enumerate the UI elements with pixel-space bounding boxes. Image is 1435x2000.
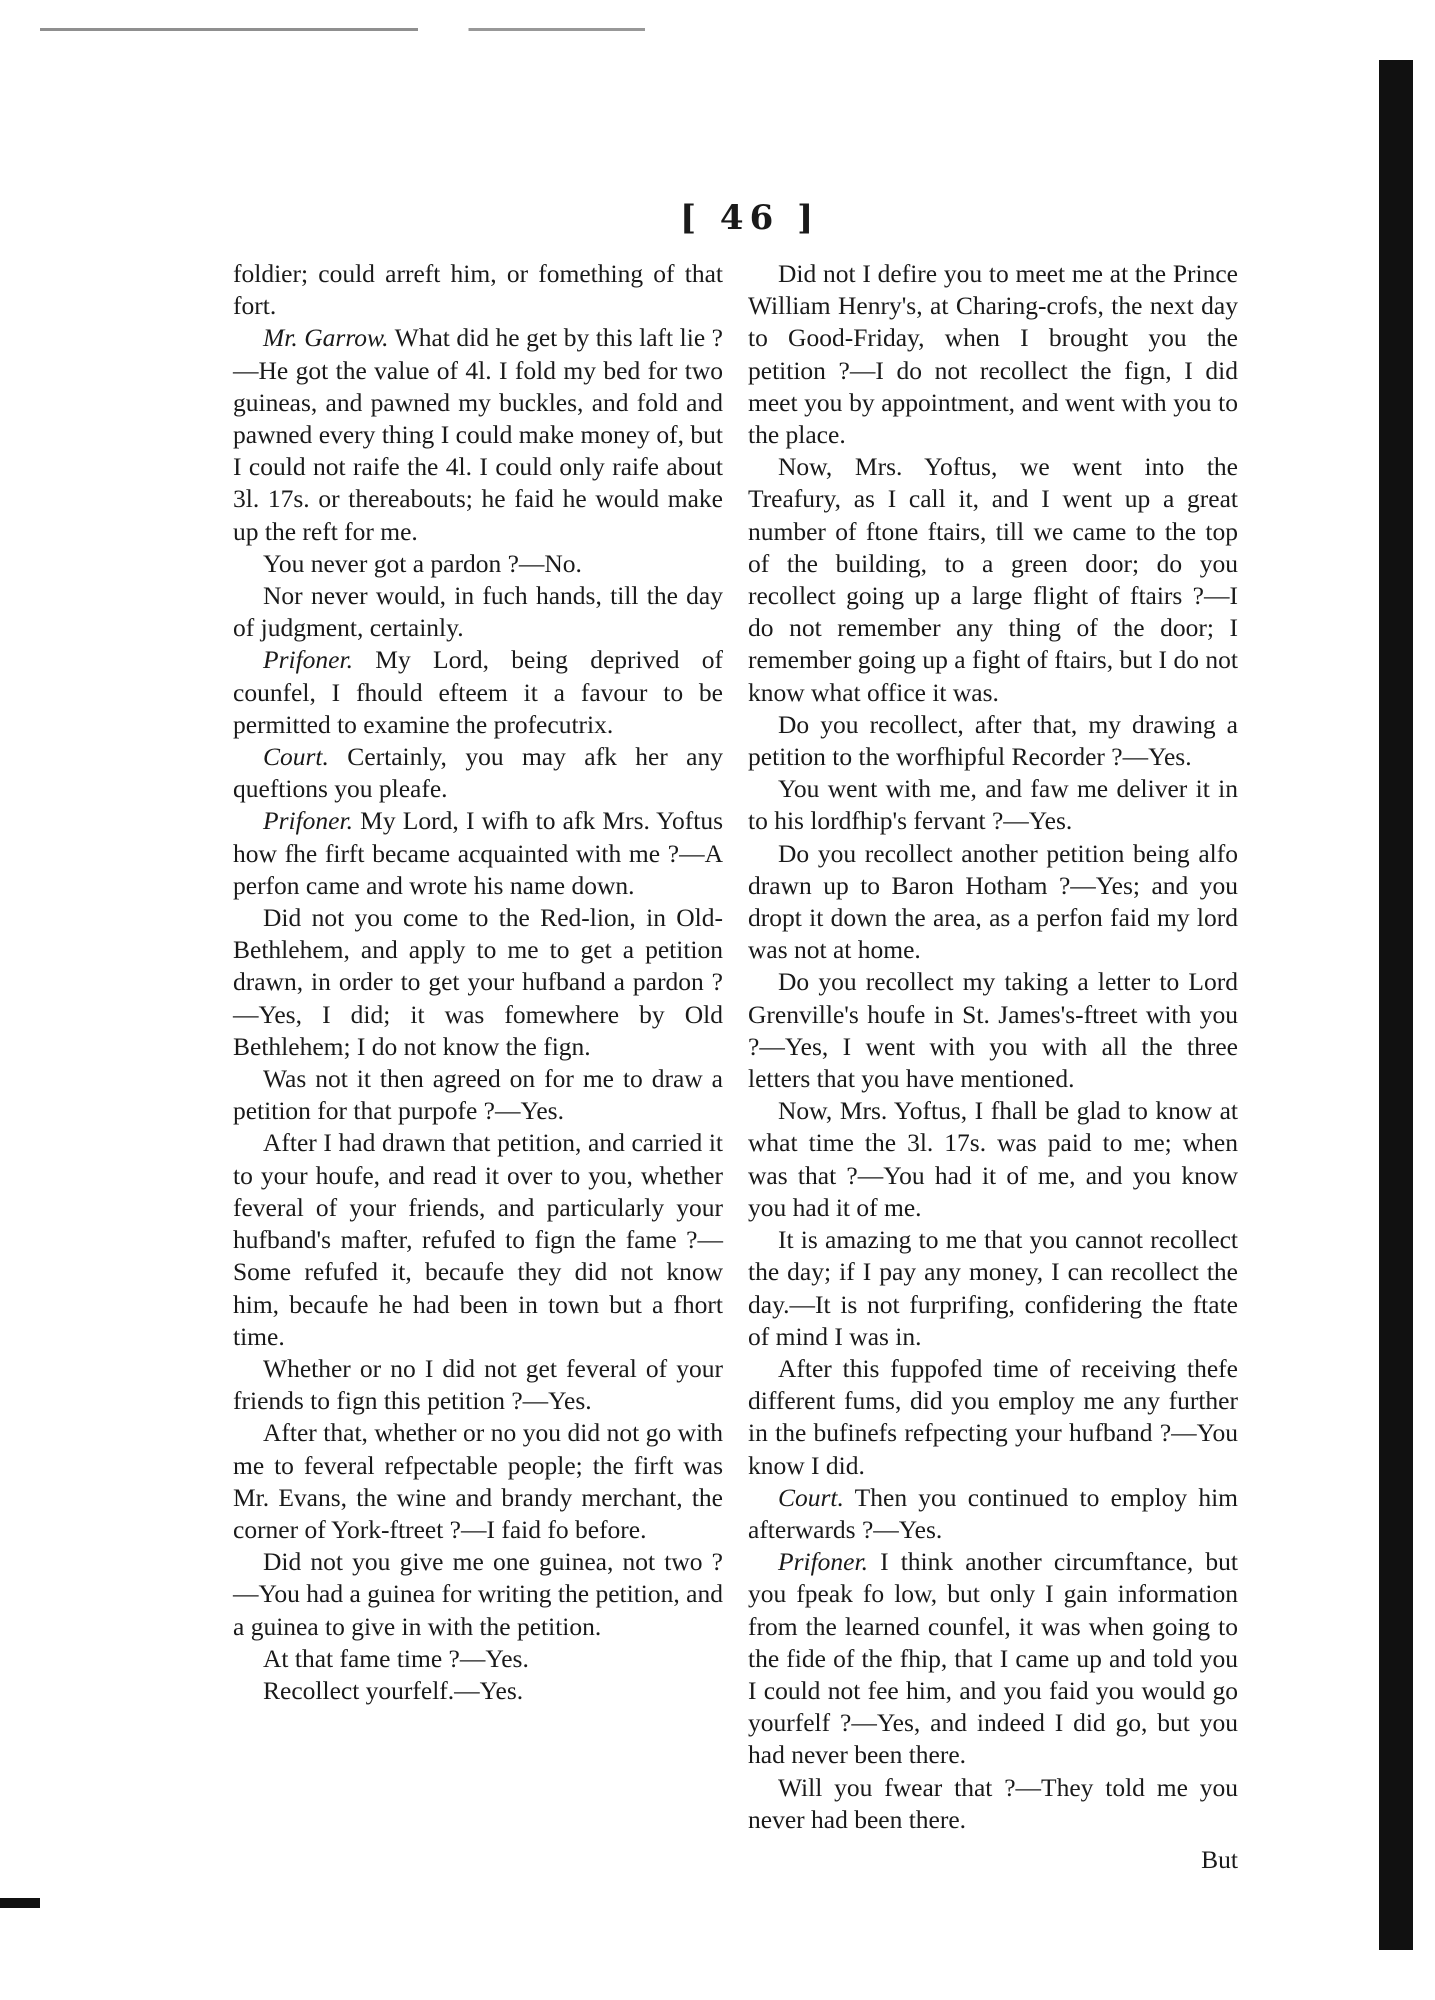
speaker-label: Prifoner. [263,806,353,836]
paragraph [233,1063,723,1127]
left-column [233,258,723,1707]
paragraph [233,644,723,741]
paragraph [233,580,723,644]
scan-edge-mark [0,1898,40,1908]
paragraph [233,1546,723,1643]
paragraph-text: You went with me, and faw me deliver it in to his lordfhip's fervant ?—Yes. [748,774,1238,836]
paragraph-text: After I had drawn that petition, and carried it to your houfe, and read it over to you, whether feveral of your friends, and particularly your hufband's mafter, refufed to fign the fame ?—Some refufed it, becaufe they did not know him, becaufe he had been in town but a fhort time. [233,1128,723,1351]
paragraph [748,451,1238,709]
paragraph-text: Then you continued to employ him afterwards ?—Yes. [748,1482,1238,1544]
paragraph-text: Now, Mrs. Yoftus, I fhall be glad to know at what time the 3l. 17s. was paid to me; when was that ?—You had it of me, and you know you had it of me. [748,1096,1238,1222]
paragraph [748,1224,1238,1353]
paragraph-text: Nor never would, in fuch hands, till the day of judgment, certainly. [233,581,723,643]
paragraph [233,902,723,1063]
paragraph-text: Now, Mrs. Yoftus, we went into the Treafury, as I call it, and I went up a great number of ftone ftairs, till we came to the top of the building, to a green door; do you recollect going up a large flight of ftairs ?—I do not remember any thing of the door; I remember going up a fight of ftairs, but I do not know what office it was. [748,452,1238,707]
paragraph-text: Did not you give me one guinea, not two ?—You had a guinea for writing the petition, and a guinea to give in with the petition. [233,1547,723,1641]
paragraph [748,1482,1238,1546]
paragraph-text: Was not it then agreed on for me to draw a petition for that purpofe ?—Yes. [233,1064,723,1126]
paragraph-text: Do you recollect my taking a letter to Lord Grenville's houfe in St. James's-ftreet with you ?—Yes, I went with you with all the three letters that you have mentioned. [748,967,1238,1094]
paragraph-text: Recollect yourfelf.—Yes. [263,1675,524,1705]
paragraph [233,1675,723,1707]
paragraph [748,1546,1238,1771]
paragraph-text: After this fuppofed time of receiving thefe different fums, did you employ me any further in the bufinefs refpecting your hufband ?—You know I did. [748,1353,1238,1480]
paragraph-text: I think another circumftance, but you fpeak fo low, but only I gain information from the learned counfel, it was when going to the fide of the fhip, that I came up and told you I could not fee him, and you faid you would go yourfelf ?—Yes, and indeed I did go, but you had never been there. [748,1547,1238,1770]
paragraph [748,258,1238,451]
right-column [748,258,1238,1876]
paragraph-text: Did not you come to the Red-lion, in Old-Bethlehem, and apply to me to get a petition drawn, in order to get your hufband a pardon ?—Yes, I did; it was fomewhere by Old Bethlehem; I do not know the fign. [233,903,723,1061]
paragraph [233,1417,723,1546]
paragraph-text: You never got a pardon ?—No. [263,548,582,578]
paragraph-text: Do you recollect another petition being alfo drawn up to Baron Hotham ?—Yes; and you dropt it down the area, as a perfon faid my lord was not at home. [748,838,1238,965]
paragraph [748,1353,1238,1482]
paragraph [233,258,723,322]
paragraph-text: Will you fwear that ?—They told me you never had been there. [748,1772,1238,1834]
paragraph-text: Certainly, you may afk her any queftions you pleafe. [233,742,723,804]
paragraph [233,1353,723,1417]
scan-top-edge [40,28,1300,31]
paragraph [748,1095,1238,1224]
speaker-label: Court. [778,1482,844,1512]
paragraph [233,1643,723,1675]
paragraph [233,741,723,805]
catchword: But [1201,1844,1238,1874]
paragraph-text: After that, whether or no you did not go with me to feveral refpectable people; the firft was Mr. Evans, the wine and brandy merchant, the corner of York-ftreet ?—I faid fo before. [233,1418,723,1544]
speaker-label: Mr. Garrow. [263,323,389,353]
paragraph [233,1127,723,1352]
paragraph [233,322,723,547]
paragraph-text: foldier; could arreft him, or fomething of that fort. [233,259,723,321]
scan-binding-shadow [1379,60,1413,1950]
paragraph-text: My Lord, being deprived of counfel, I fhould efteem it a favour to be permitted to examine the profecutrix. [233,645,723,739]
speaker-label: Prifoner. [778,1547,868,1577]
paragraph-text: Do you recollect, after that, my drawing a petition to the worfhipful Recorder ?—Yes. [748,709,1238,772]
paragraph [748,1772,1238,1836]
paragraph [233,548,723,580]
paragraph-text: What did he get by this laft lie ?—He got the value of 4l. I fold my bed for two guineas, and pawned my buckles, and fold and pawned every thing I could make money of, but I could not raife the 4l. I could only raife about 3l. 17s. or thereabouts; he faid he would make up the reft for me. [233,323,723,546]
paragraph-text: My Lord, I wifh to afk Mrs. Yoftus how fhe firft became acquainted with me ?—A perfon came and wrote his name down. [233,806,723,900]
page-number: [ 46 ] [680,198,820,238]
paragraph-text: Did not I defire you to meet me at the Prince William Henry's, at Charing-crofs, the next day to Good-Friday, when I brought you the petition ?—I do not recollect the fign, I did meet you by appointment, and went with you to the place. [748,259,1238,450]
paragraph-text: At that fame time ?—Yes. [263,1643,529,1673]
paragraph [748,773,1238,837]
speaker-label: Court. [263,742,329,772]
paragraph [748,966,1238,1095]
paragraph-text: It is amazing to me that you cannot recollect the day; if I pay any money, I can recollect the day.—It is not furprifing, confidering the ftate of mind I was in. [748,1225,1238,1351]
speaker-label: Prifoner. [263,645,353,675]
paragraph-text: Whether or no I did not get feveral of your friends to fign this petition ?—Yes. [233,1353,723,1416]
paragraph [748,709,1238,773]
paragraph [748,838,1238,967]
paragraph [233,805,723,902]
